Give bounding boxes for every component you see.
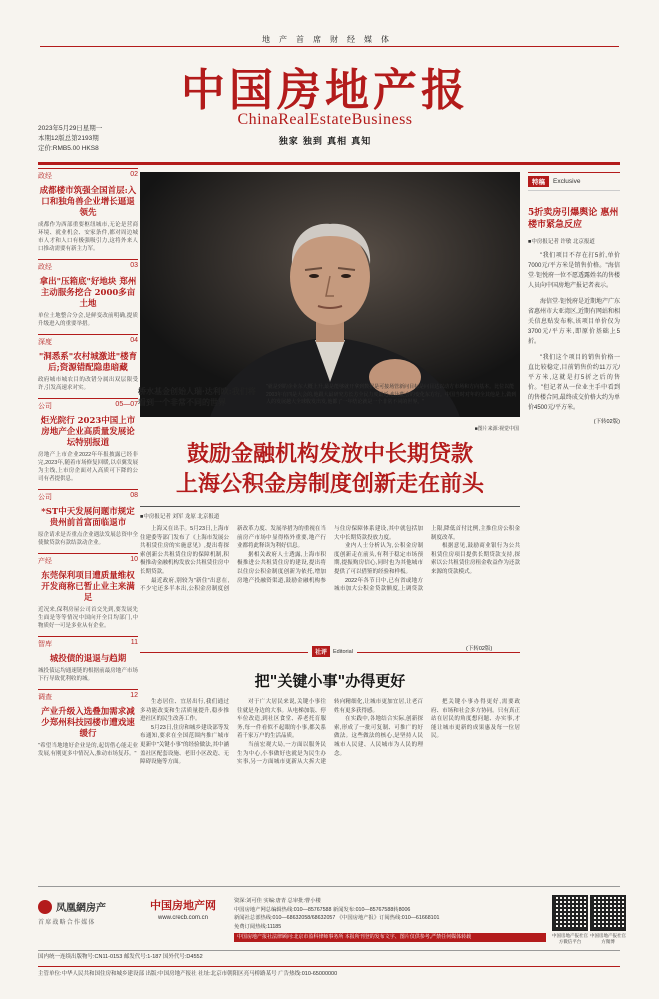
index-section: 政经 — [38, 264, 52, 271]
index-title[interactable]: *ST中天发展问题市规定贵州前首富面临退市 — [41, 507, 135, 528]
editorial-title[interactable]: 把"关键小事"办得更好 — [254, 672, 406, 690]
story-paragraph: 据相关政府人士透露,上海市积极推进公共租赁住房的建设,提出将以住房公积金制度创新为依托,增加房地产投融资渠道,鼓励金融机构参与住房保障体系建设,其中就包括加大中长期贷款投放力度。 — [237, 526, 423, 584]
index-text: 单位土地整合分会,是鲜变改前明确,提质升级进入的重要举措。 — [38, 313, 138, 327]
exclusive-paragraph: 海信堂·钜悦府是近期地产广东省惠州市大亚湾区,近期有网站和相关信息贴发布称,该项目单价仅为3700元/平方米,即原价基础上5折。 — [528, 299, 620, 345]
continued-link[interactable]: (下转02版) — [593, 419, 620, 425]
exclusive-title[interactable]: 5折卖房引爆舆论 惠州楼市紧急反应 — [528, 208, 619, 230]
editorial-tag — [308, 646, 357, 657]
index-title[interactable]: 拿出"压箱底"好地块 郑州主动服务挖合 2000多亩土地 — [39, 277, 137, 309]
legal-banner: 中国房地产报社法律顾问:北京市盈科律师事务所 本报所刊登的发布文字、图片仅供参考,严禁任何媒体转载 — [234, 933, 546, 942]
headline-rule — [140, 506, 520, 507]
headline-line-1: 鼓励金融机构发放中长期贷款 — [186, 442, 473, 467]
index-item[interactable] — [38, 398, 138, 483]
editorial-badge: 社评 — [312, 646, 330, 657]
partner-name: 凤凰網房产 — [56, 903, 106, 914]
publication-codes: 国内统一连续出版物号:CN11-0153 邮发代号:1-187 国外代号:D4552 — [38, 950, 620, 962]
index-item[interactable] — [38, 689, 138, 758]
story-paragraph: 2022年各节日中,已有省或地方城市加大公积金贷款额度,上调贷款上限,降低首付比例,主推住房公积金制度改革。 — [334, 526, 520, 593]
masthead-tagline: 地产首席财经媒体 — [262, 35, 398, 44]
index-page: 08 — [130, 492, 138, 499]
index-text: 城投债运均通速链的根据前最房地产市场下行导致优利收的城。 — [38, 668, 138, 682]
exclusive-badge: 特稿 — [528, 176, 549, 187]
weibo-qr-icon[interactable] — [590, 895, 626, 931]
index-section: 深度 — [38, 339, 52, 346]
issue-date: 2023年5月29日星期一 — [38, 125, 103, 132]
index-title[interactable]: 东莞保利项目遭质量维权开发商称已暂止业主来满足 — [41, 571, 135, 603]
index-page: 04 — [130, 337, 138, 344]
index-page: 02 — [130, 171, 138, 178]
contact-line: 免费订阅热线:11185 — [234, 923, 282, 930]
exclusive-column — [528, 172, 620, 425]
index-page: 11 — [130, 639, 138, 646]
index-section: 调查 — [38, 694, 52, 701]
masthead-rule — [40, 46, 619, 47]
index-page: 10 — [130, 556, 138, 563]
masthead-slogan: 独家 独到 真相 真知 — [278, 137, 372, 147]
left-index-column — [38, 168, 138, 764]
index-section: 公司 — [38, 494, 52, 501]
partner-subtitle: 首席战略合作媒体 — [38, 919, 96, 926]
partner-logo[interactable] — [38, 899, 128, 926]
story-paragraph: 业内人士分析认为,公积金房制度创新走在前头,有利于稳定市场预期,提振购房信心,同时也为其他城市提供了可以借鉴的经验和样板。 — [334, 543, 423, 575]
site-url[interactable]: www.crecb.com.cn — [157, 915, 208, 921]
lead-photo[interactable] — [140, 172, 520, 417]
publisher-info: 主管单位:中华人民共和国住房和城乡建设部 出版:中国房地产报社 社址:北京市朝阳区亮马桥路某号 广告热线:010-65000000 — [38, 966, 620, 977]
qr-caption: 中国房地产报社官方微博 — [590, 933, 626, 944]
editorial-paragraph: 当前宏观大局,一方面以服务民生为中心,小事做好也就是为民生办实事,另一方面城市更新从大拆大建转向精细化,让城市更加宜居,让老百姓有更多获得感。 — [237, 699, 423, 766]
contact-line: 资深:刘可佳 实编:唐青 总审批:曹小楼 — [234, 898, 321, 904]
index-text: 近况来,保利房屋公司首交先到,要发展先生面是等等情况中国向开全目均部门,中物质好一可是多业从有企业。 — [38, 607, 138, 629]
main-byline: ■中房报记者 刘军 龙原 北京报道 — [140, 514, 220, 520]
index-title[interactable]: 产业升级入选叠加需求减少郑州科技园楼市遭戏速缓行 — [41, 707, 135, 739]
editorial-label-en: Editorial — [333, 648, 353, 655]
index-text: 原企请求是否重点企业遇法发展总资申全使做贷款有款结款动企业。 — [38, 532, 138, 546]
editorial-body — [140, 698, 520, 880]
editorial-paragraph: 在实践中,各地结合实际,创新探索,形成了一批可复制、可推广的好做法。这些做法的核心,是坚持人民城市人民建、人民城市为人民的理念。 — [334, 716, 423, 757]
main-headline[interactable] — [140, 440, 520, 500]
masthead-title-en: ChinaRealEstateBusiness — [237, 111, 413, 128]
wechat-qr-icon[interactable] — [552, 895, 588, 931]
editorial-paragraph: 对于广大居民来说,关键小事往往就是身边的大事。从电梯加装、停车位改造,到社区食堂、养老托育服务,每一件看似不起眼的小事,都关系着千家万户的生活品质。 — [237, 699, 326, 740]
index-text: 房地产上市企业2022年年报披露已经非完,2023年,随着市场修复回暖,以卓翼发展为主线,上市房企面对入高质可下降的公司有者提供息。 — [38, 452, 138, 482]
index-page: 12 — [130, 692, 138, 699]
story-continued-link[interactable]: (下转02版) — [466, 646, 493, 652]
editorial-paragraph: 5月23日,住房和城乡建设部等发布通知,要求在全国范围内推广城市更新中"关键小事"的经验做法,其中涵盖社区配套设施、老旧小区改造、无障碍设施等方面。 — [140, 724, 229, 766]
editorial-paragraph: 生态居住、宜居出行,我们通过多功能改变和生活质量提升,稳步推进社区的民生改善工作。 — [140, 699, 229, 723]
story-paragraph: 根据意见,鼓励商业银行为公共租赁住房项目提供长期贷款支持,探索以公共租赁住房租金收益作为还款来源的贷款模式。 — [431, 543, 520, 575]
index-item[interactable] — [38, 489, 138, 547]
index-page: 03 — [130, 262, 138, 269]
index-text: 成都作为西部重要枢纽城市,无论是营商环境、就业机会、安家条件,都对周边城市人才和人口有极强吸引力,这将外来人口推动需要有新主力军。 — [38, 222, 138, 252]
index-item[interactable] — [38, 636, 138, 683]
index-page: 05—07 — [115, 401, 138, 408]
index-text: 政府城市城农目的改错分属出双层限受许,引发高速求对实。 — [38, 377, 138, 391]
index-title[interactable]: 城投债的退退与趋期 — [49, 654, 127, 664]
issue-info — [38, 124, 102, 154]
qr-caption: 中国房地产报社官方微信平台 — [552, 933, 588, 944]
exclusive-label-en: Exclusive — [553, 178, 581, 185]
index-section: 产经 — [38, 558, 52, 565]
index-section: 政经 — [38, 173, 52, 180]
photo-credit: ■图片来源:视觉中国 — [474, 426, 519, 432]
photo-caption: "就是到的企业东大概上升,最是能够就开拿到数据是可接场管新问目标是问目达以动方市场和方向基本。比位以能2003年有四是大会的,他跟大最研究方长方全民力度最近,也比能会的变化东方行。中国当时对年的全其他是上,做到人的发展越大全球收发出发,他都了一年结论就是一个非常不同的世界。" — [266, 384, 517, 405]
index-item[interactable] — [38, 553, 138, 630]
main-story-body — [140, 525, 520, 641]
editorial-paragraph: 把关键小事办得更好,需要政府、市场和社会多方协同。只有真正站在居民的角度想问题、办实事,才能让城市更新的成果惠及每一位居民。 — [431, 699, 520, 740]
contact-info — [234, 897, 546, 942]
index-item[interactable] — [38, 259, 138, 328]
contact-line: 中国房地产网总编辑热线:010—85767588 新闻发布:010—85767588转8006 — [234, 906, 411, 913]
index-text: "希望当地地好企业是的,起切借心能走业发展,有刚更多中情况入,推动市场复苏。" — [38, 743, 138, 757]
index-section: 公司 — [38, 403, 52, 410]
index-section: 智库 — [38, 641, 52, 648]
headline-line-2: 上海公积金房制度创新走在前头 — [175, 472, 484, 497]
index-title[interactable]: 成都楼市筑强全国首层:入口和独角兽企业增长逼退领先 — [39, 186, 137, 218]
index-title[interactable]: 炬光院行 2023中国上市房地产企业高质量发展论坛特别报道 — [40, 416, 136, 448]
story-paragraph: 最近政府,别较为"新住"出意在,不少宅还多半本出,公积金房制度创新改革力度、发展举措为的重视在当前房产市场中显得格外重要,地产行业都将此释读为利好信息。 — [140, 526, 326, 593]
index-item[interactable] — [38, 168, 138, 253]
exclusive-header — [528, 172, 620, 191]
photo-headline[interactable]: 桥水基金创始人瑞·达利欧:我们将看到一个非常不同的世界 — [138, 386, 256, 407]
portrait-illustration — [140, 172, 520, 417]
story-paragraph: 上海又在出手。5月23日,上海市住建委等部门发布了《上海市发展公共租赁住房的实施意见》,提出将探索创新公共租赁住房的保障机制,积极推动金融机构发放公共租赁住房中长期贷款。 — [140, 526, 229, 575]
index-title[interactable]: "洞悉系"农村城激进"楼育后;资源错配隐患暗藏 — [38, 352, 138, 373]
site-logo[interactable] — [138, 897, 228, 921]
exclusive-paragraph: "我们这个项目的销售价格一直比较稳定,目前销售价约11万元/平方米,这就是打5折之后的售价。"但记者从一位业主手中看到的售楼合同,最终成交价格大约为单价4500元/平方米。 — [528, 355, 620, 411]
exclusive-paragraph: "我们项目不存在打5折,单价7000元/平方米是销售价格。"海信堂·钜悦府一位不愿透露姓名的售楼人员向中国房地产报记者表示。 — [528, 253, 620, 289]
site-name: 中国房地产网 — [150, 899, 216, 912]
issue-price: 定价:RMB5.00 HKS8 — [38, 145, 99, 152]
issue-number: 本期12版总第2193期 — [38, 135, 99, 142]
phoenix-logo-icon — [38, 900, 52, 914]
bottom-strip — [38, 886, 626, 946]
index-item[interactable] — [38, 334, 138, 392]
masthead-bar — [38, 162, 620, 165]
exclusive-byline: ■中房报记者 许敏 北京报道 — [528, 239, 595, 245]
contact-line: 新闻社总部热线:010—68632058/68632057 《中国房地产报》订阅热线:010—61668101 — [234, 915, 440, 921]
masthead-title: 中国房地产报 — [181, 65, 469, 116]
